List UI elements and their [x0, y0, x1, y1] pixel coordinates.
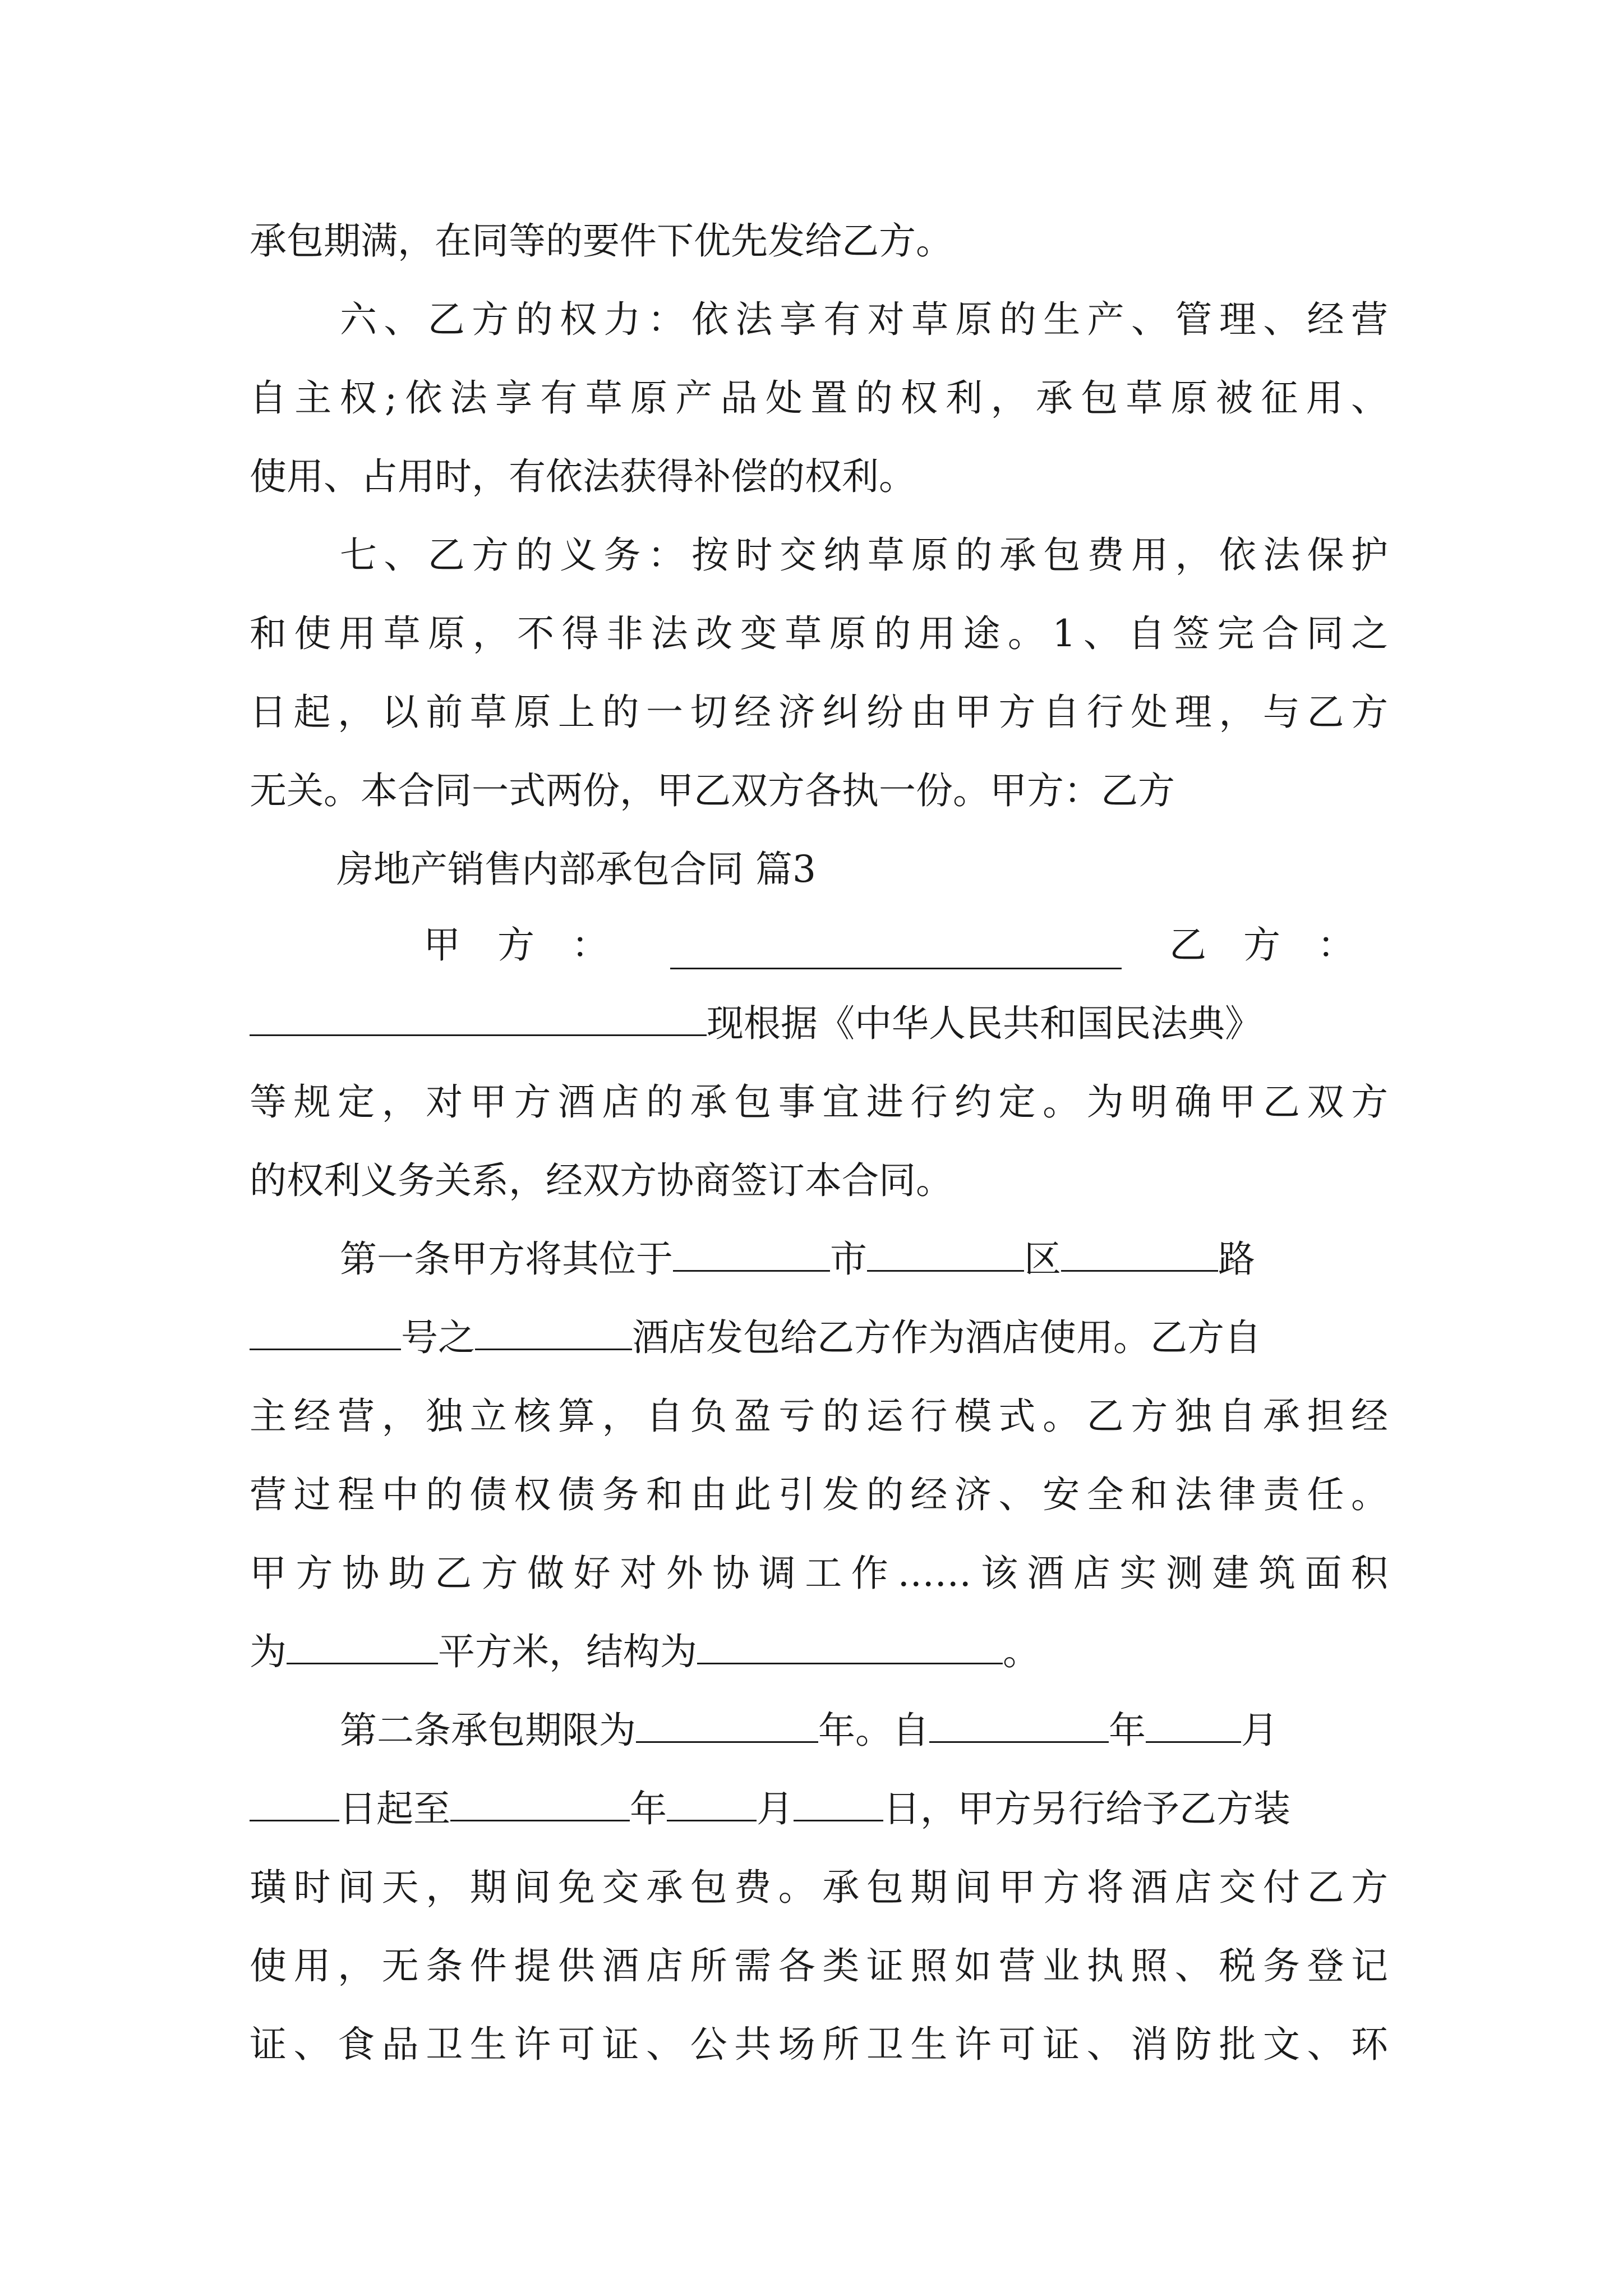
article-2-text-b: 年。自 [818, 1709, 929, 1752]
structure-blank [697, 1627, 1003, 1664]
article-2-text-d: 月 [1241, 1709, 1278, 1752]
body-line-7: 日起，以前草原上的一切经济纠纷由甲方自行处理，与乙方 [250, 691, 1388, 734]
start-year-blank [929, 1705, 1109, 1743]
body-line-8: 无关。本合同一式两份，甲乙双方各执一份。甲方：乙方 [250, 769, 1175, 812]
hotel-name-blank [475, 1313, 632, 1350]
body-line-10: 的权利义务关系，经双方协商签订本合同。 [250, 1159, 953, 1202]
article-1-line-2 [250, 1304, 1388, 1372]
article-1-line-5: 甲方协助乙方做好对外协调工作……该酒店实测建筑面积 [250, 1552, 1388, 1595]
article-1-line-6 [250, 1618, 1388, 1686]
article-2-text-e: 日起至 [339, 1787, 450, 1830]
body-line-5: 七、乙方的义务：按时交纳草原的承包费用，依法保护 [340, 533, 1388, 577]
article-1-text-h: 平方米，结构为 [438, 1630, 697, 1673]
body-line-2: 六、乙方的权力：依法享有对草原的生产、管理、经营 [340, 298, 1388, 341]
law-text: 现根据《中华人民共和国民法典》 [707, 1002, 1262, 1045]
article-2-text-a: 第二条承包期限为 [340, 1709, 636, 1752]
article-2-line-1 [340, 1697, 1388, 1764]
article-2-text-g: 月 [757, 1787, 794, 1830]
article-2-line-3: 璜时间天，期间免交承包费。承包期间甲方将酒店交付乙方 [250, 1866, 1388, 1909]
law-line [250, 990, 1388, 1057]
article-2-line-4: 使用，无条件提供酒店所需各类证照如营业执照、税务登记 [250, 1944, 1388, 1987]
party-a-label: 甲 方 ： [423, 923, 608, 967]
article-1-text-e: 号之 [401, 1316, 475, 1359]
body-line-3: 自主权;依法享有草原产品处置的权利，承包草原被征用、 [250, 376, 1388, 420]
article-1-line-3: 主经营，独立核算，自负盈亏的运行模式。乙方独自承担经 [250, 1395, 1388, 1438]
body-line-4: 使用、占用时，有依法获得补偿的权利。 [250, 455, 916, 498]
end-month-blank [667, 1784, 757, 1821]
article-2-text-h: 日，甲方另行给予乙方装 [883, 1787, 1290, 1830]
party-a-blank [670, 928, 1122, 969]
area-blank [287, 1627, 438, 1664]
section-heading: 房地产销售内部承包合同 篇3 [336, 848, 816, 891]
article-1-text-f: 酒店发包给乙方作为酒店使用。乙方自 [632, 1316, 1261, 1359]
body-line-9: 等规定，对甲方酒店的承包事宜进行约定。为明确甲乙双方 [250, 1080, 1388, 1124]
start-month-blank [1146, 1705, 1241, 1743]
party-b-label: 乙 方 ： [1169, 923, 1354, 967]
city-blank [673, 1234, 830, 1272]
number-blank [250, 1313, 401, 1350]
term-years-blank [636, 1705, 818, 1743]
start-day-blank [250, 1784, 339, 1821]
article-1-line-1 [340, 1226, 1388, 1293]
body-line-6: 和使用草原，不得非法改变草原的用途。1、自签完合同之 [250, 612, 1388, 655]
article-1-text-g: 为 [250, 1630, 287, 1673]
article-2-line-5: 证、食品卫生许可证、公共场所卫生许可证、消防批文、环 [250, 2023, 1388, 2066]
article-2-text-f: 年 [630, 1787, 667, 1830]
article-1-text-i: 。 [1003, 1630, 1040, 1673]
article-1-text-d: 路 [1218, 1237, 1255, 1281]
district-blank [867, 1234, 1024, 1272]
end-year-blank [450, 1784, 630, 1821]
article-1-line-4: 营过程中的债权债务和由此引发的经济、安全和法律责任。 [250, 1473, 1388, 1516]
road-blank [1061, 1234, 1218, 1272]
article-1-text-c: 区 [1024, 1237, 1061, 1281]
body-line-1: 承包期满，在同等的要件下优先发给乙方。 [250, 219, 953, 263]
end-day-blank [794, 1784, 883, 1821]
article-2-line-2 [250, 1775, 1388, 1843]
article-1-text-b: 市 [830, 1237, 867, 1281]
article-1-text-a: 第一条甲方将其位于 [340, 1237, 673, 1281]
article-2-text-c: 年 [1109, 1709, 1146, 1752]
parties-row [250, 912, 1388, 979]
party-b-blank [250, 999, 707, 1036]
